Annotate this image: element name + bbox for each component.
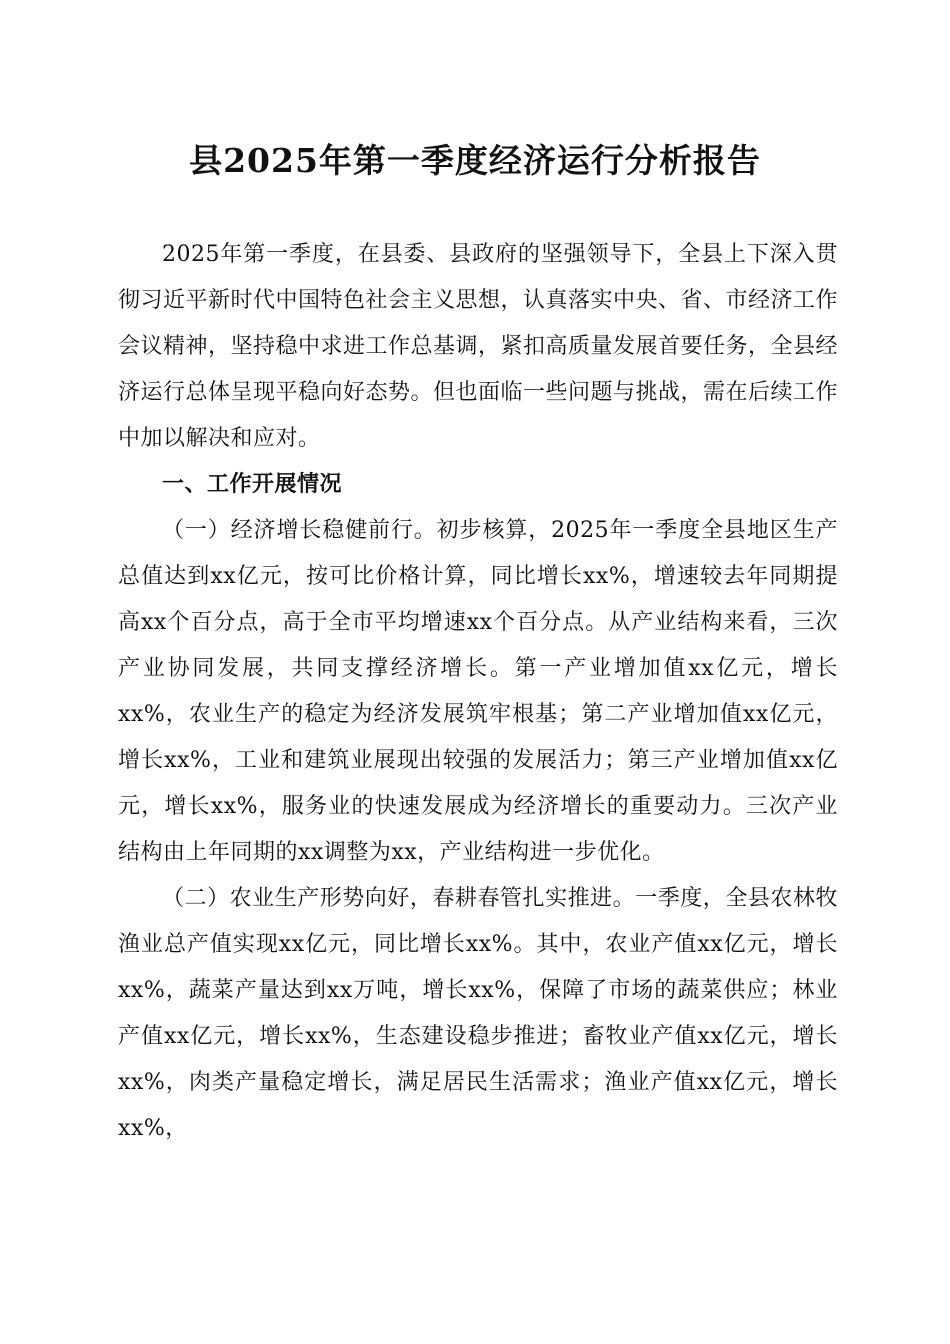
intro-paragraph: 2025年第一季度，在县委、县政府的坚强领导下，全县上下深入贯彻习近平新时代中国特色社会主义思想，认真落实中央、省、市经济工作会议精神，坚持稳中求进工作总基调，紧扣高质量发展首要任务，全县经济运行总体呈现平稳向好态势。但也面临一些问题与挑战，需在后续工作中加以解决和应对。 <box>118 242 839 451</box>
document-title: 县2025年第一季度经济运行分析报告 <box>189 141 761 180</box>
paragraph-lead: （二）农业生产形势向好，春耕春管扎实推进。 <box>162 886 636 911</box>
paragraph-agriculture <box>118 876 838 1152</box>
paragraph-text: 初步核算，2025年一季度全县地区生产总值达到xx亿元，按可比价格计算，同比增长xx%，增速较去年同期提高xx个百分点，高于全市平均增速xx个百分点。从产业结构来看，三次产业协同发展，共同支撑经济增长。第一产业增加值xx亿元，增长xx%，农业生产的稳定为经济发展筑牢根基；第二产业增加值xx亿元，增长xx%，工业和建筑业展现出较强的发展活力；第三产业增加值xx亿元，增长xx%，服务业的快速发展成为经济增长的重要动力。三次产业结构由上年同期的xx调整为xx，产业结构进一步优化。 <box>118 518 838 865</box>
paragraph-lead: （一）经济增长稳健前行。 <box>162 518 437 543</box>
document-body <box>118 232 838 1152</box>
paragraph-text: 一季度，全县农林牧渔业总产值实现xx亿元，同比增长xx%。其中，农业产值xx亿元，增长xx%，蔬菜产量达到xx万吨，增长xx%，保障了市场的蔬菜供应；林业产值xx亿元，增长xx%，生态建设稳步推进；畜牧业产值xx亿元，增长xx%，肉类产量稳定增长，满足居民生活需求；渔业产值xx亿元，增长xx%， <box>118 886 838 1141</box>
section-heading: 一、工作开展情况 <box>162 472 343 497</box>
paragraph-economic-growth <box>118 508 838 876</box>
